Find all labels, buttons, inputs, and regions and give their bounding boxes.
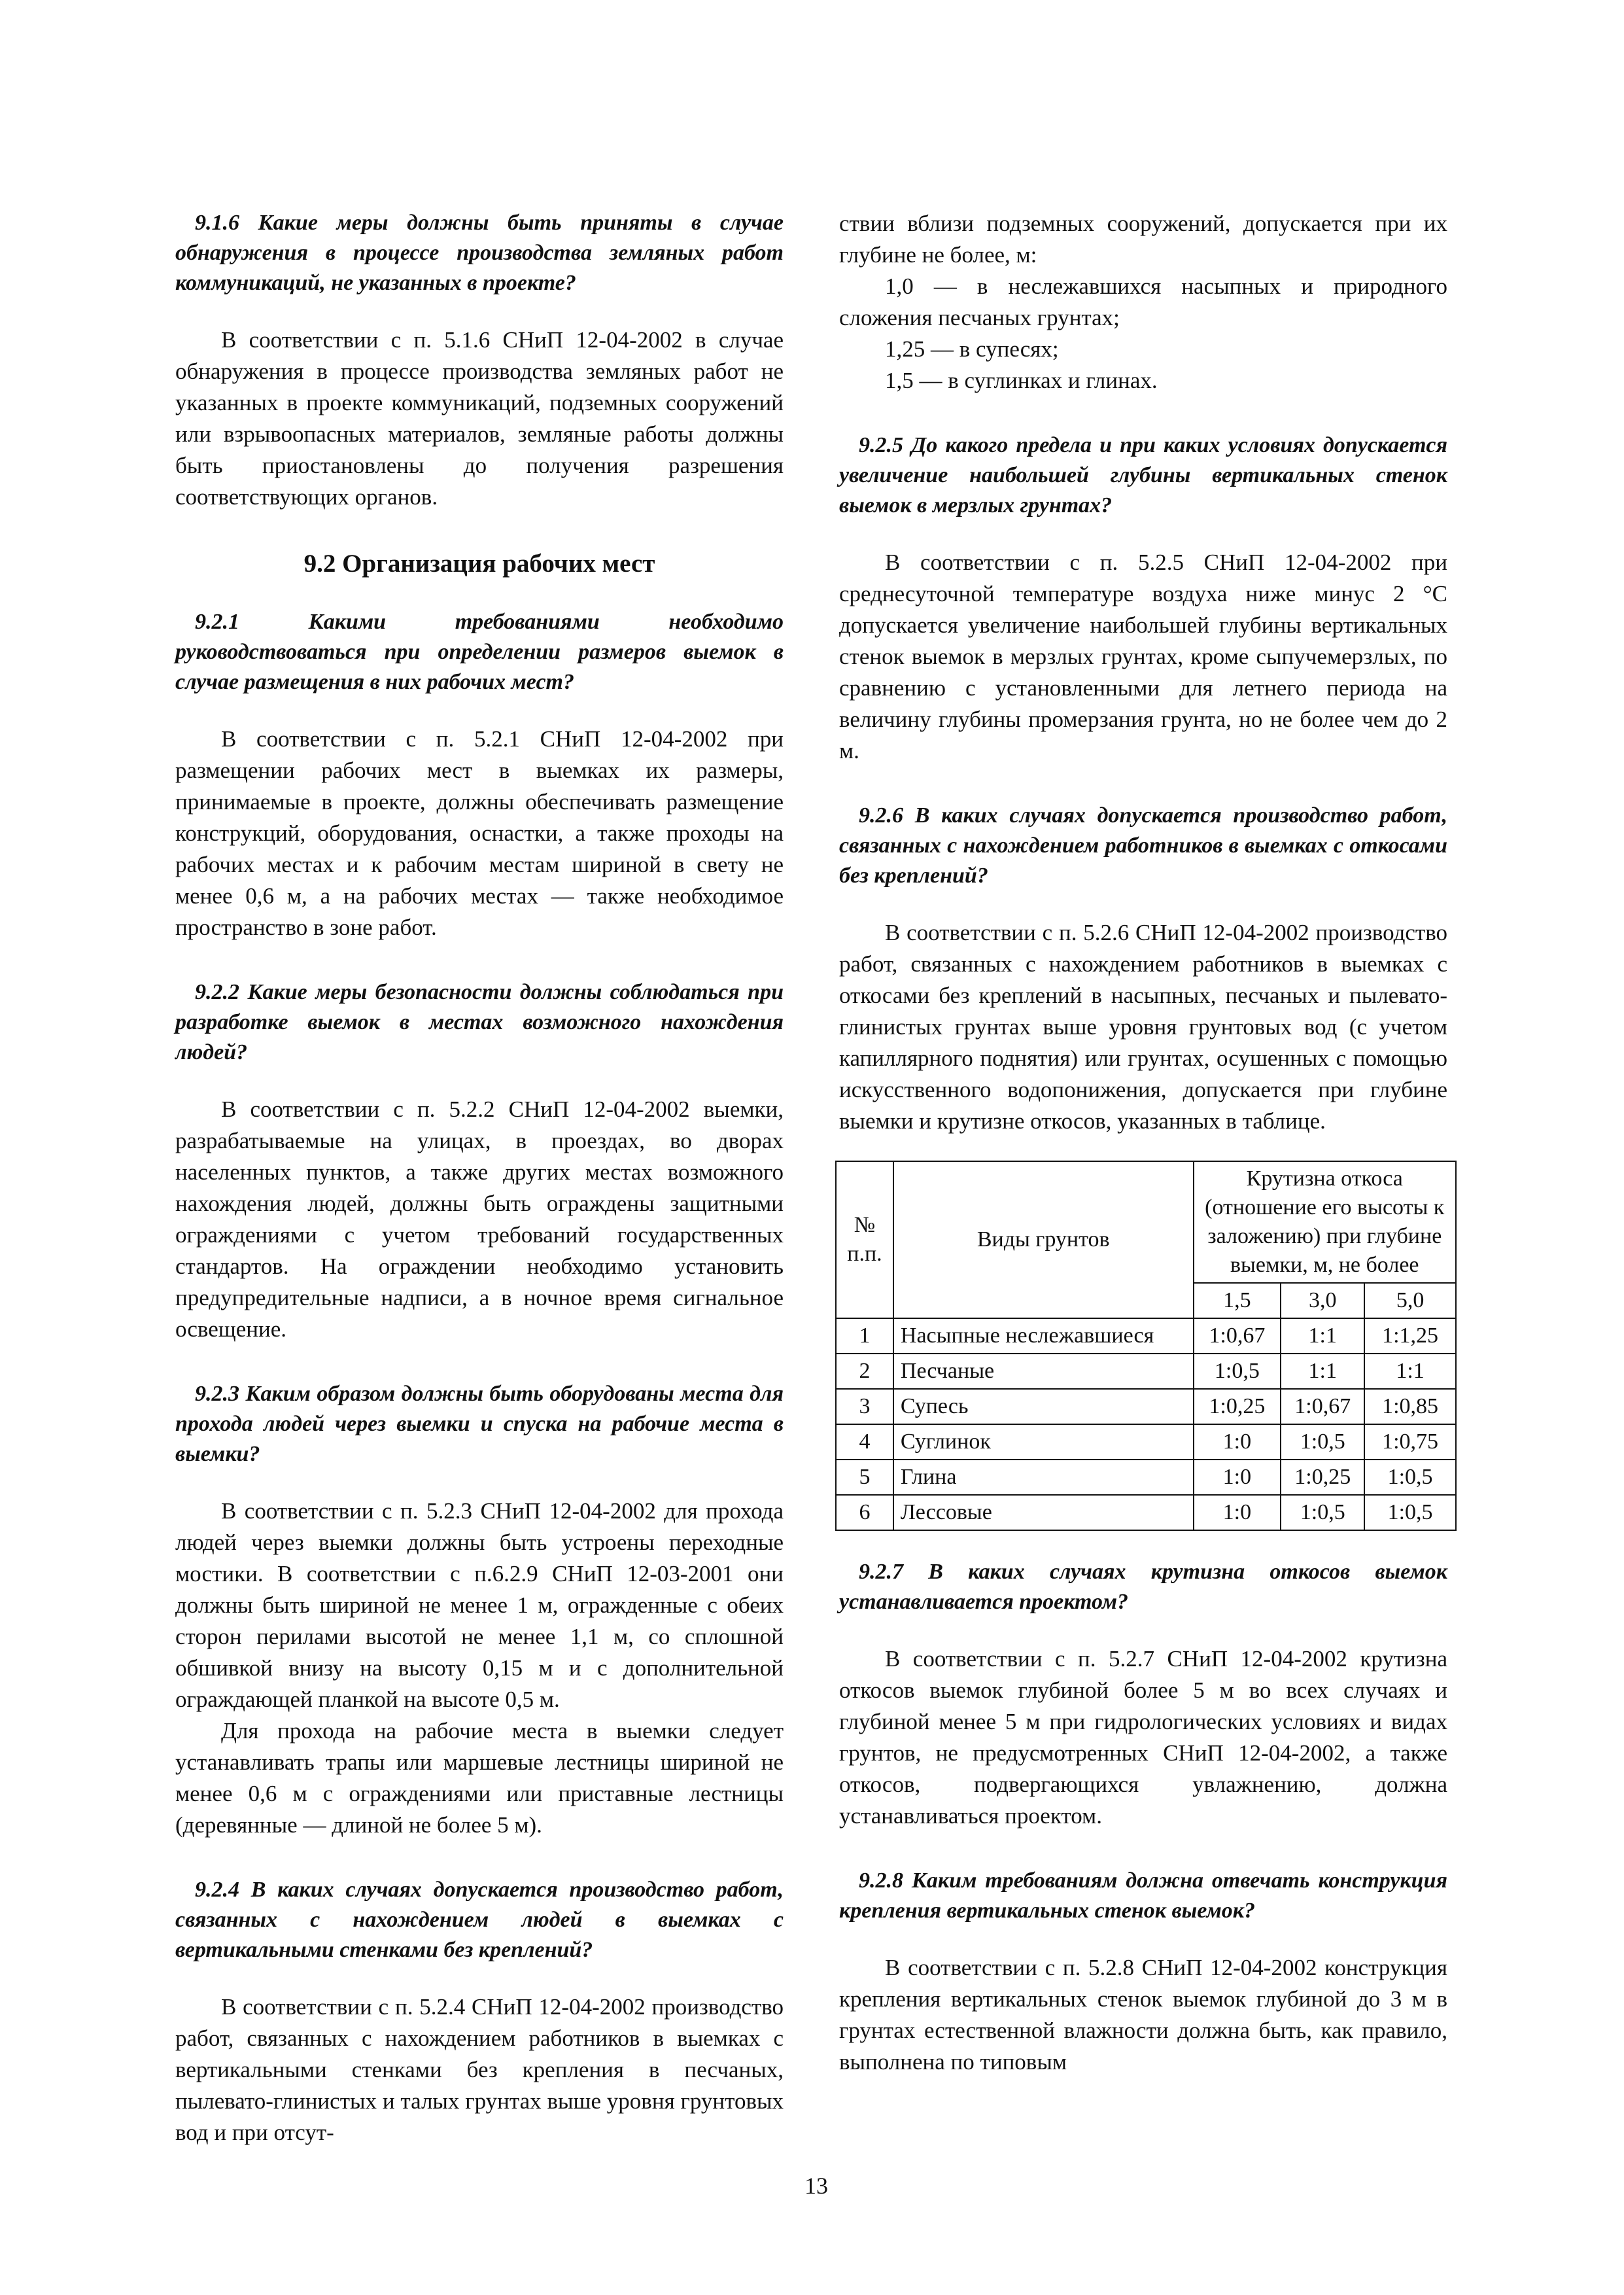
row-number: 3	[836, 1389, 893, 1424]
soil-type: Суглинок	[893, 1424, 1194, 1460]
slope-value: 1:0,25	[1281, 1460, 1364, 1495]
header-depth: 5,0	[1364, 1283, 1456, 1318]
slope-value: 1:1	[1281, 1354, 1364, 1389]
row-number: 2	[836, 1354, 893, 1389]
slope-value: 1:0,5	[1281, 1424, 1364, 1460]
slope-value: 1:1	[1364, 1354, 1456, 1389]
slope-value: 1:0,5	[1364, 1495, 1456, 1530]
section-title: 9.2 Организация рабочих мест	[303, 550, 655, 578]
slope-value: 1:0,85	[1364, 1389, 1456, 1424]
soil-type: Глина	[893, 1460, 1194, 1495]
row-number: 1	[836, 1318, 893, 1354]
answer-9-2-4-continued: ствии вблизи подземных сооружений, допускается при их глубине не более, м:	[839, 211, 1447, 268]
left-column	[175, 208, 784, 2148]
question-9-2-2: 9.2.2 Какие меры безопасности должны соблюдаться при разработке выемок в местах возможного нахождения людей?	[175, 980, 784, 1064]
header-slope: Крутизна откоса (отношение его высоты к заложению) при глубине выемки, м, не более	[1194, 1161, 1457, 1283]
header-depth: 3,0	[1281, 1283, 1364, 1318]
answer-9-1-6: В соответствии с п. 5.1.6 СНиП 12-04-2002 в случае обнаружения в процессе производства земляных работ не указанных в проекте коммуникаций, подземных сооружений или взрывоопасных материалов, земляные работы должны быть приостановлены до получения разрешения соответствующих органов.	[175, 327, 784, 510]
answer-9-2-5: В соответствии с п. 5.2.5 СНиП 12-04-2002 при среднесуточной температуре воздуха ниже минус 2 °С допускается увеличение наибольшей глубины вертикальных стенок выемок в мерзлых грунтах, кроме сыпучемерзлых, по сравнению с установленными для летнего периода на величину глубины промерзания грунта, но не более чем до 2 м.	[839, 550, 1447, 763]
depth-list-item-2: 1,25 — в супесях;	[885, 336, 1059, 362]
slope-value: 1:1,25	[1364, 1318, 1456, 1354]
right-column	[839, 208, 1447, 2078]
header-depth: 1,5	[1194, 1283, 1281, 1318]
table-header-row	[836, 1161, 1456, 1283]
soil-type: Лессовые	[893, 1495, 1194, 1530]
question-9-2-7: 9.2.7 В каких случаях крутизна откосов выемок устанавливается проектом?	[839, 1560, 1447, 1614]
question-9-1-6: 9.1.6 Какие меры должны быть приняты в случае обнаружения в процессе производства земляных работ коммуникаций, не указанных в проекте?	[175, 211, 784, 295]
slope-value: 1:0,5	[1194, 1354, 1281, 1389]
soil-type: Супесь	[893, 1389, 1194, 1424]
row-number: 5	[836, 1460, 893, 1495]
slope-value: 1:0,75	[1364, 1424, 1456, 1460]
table-row	[836, 1495, 1456, 1530]
question-9-2-3: 9.2.3 Каким образом должны быть оборудованы места для прохода людей через выемки и спуска на рабочие места в выемки?	[175, 1382, 784, 1466]
question-9-2-5: 9.2.5 До какого предела и при каких условиях допускается увеличение наибольшей глубины вертикальных стенок выемок в мерзлых грунтах?	[839, 433, 1447, 517]
question-9-2-1: 9.2.1 Какими требованиями необходимо руководствоваться при определении размеров выемок в случае размещения в них рабочих мест?	[175, 610, 784, 694]
soil-type: Насыпные неслежавшиеся	[893, 1318, 1194, 1354]
slope-value: 1:1	[1281, 1318, 1364, 1354]
answer-9-2-8: В соответствии с п. 5.2.8 СНиП 12-04-2002 конструкция крепления вертикальных стенок выемок глубиной до 3 м в грунтах естественной влажности должна быть, как правило, выполнена по типовым	[839, 1955, 1447, 2075]
answer-9-2-6: В соответствии с п. 5.2.6 СНиП 12-04-2002 производство работ, связанных с нахождением работников в выемках с откосами без креплений в насыпных, песчаных и пылевато-глинистых грунтах выше уровня грунтовых вод (с учетом капиллярного поднятия) или грунтах, осушенных с помощью искусственного водопонижения, допускается при глубине выемки и крутизне откосов, указанных в таблице.	[839, 920, 1447, 1134]
answer-9-2-3-part2: Для прохода на рабочие места в выемки следует устанавливать трапы или маршевые лестницы шириной не менее 0,6 м с ограждениями или приставные лестницы (деревянные — длиной не более 5 м).	[175, 1718, 784, 1838]
slope-table	[835, 1161, 1457, 1531]
question-9-2-8: 9.2.8 Каким требованиям должна отвечать конструкция крепления вертикальных стенок выемок?	[839, 1868, 1447, 1923]
answer-9-2-7: В соответствии с п. 5.2.7 СНиП 12-04-2002 крутизна откосов выемок глубиной более 5 м во всех случаях и глубиной менее 5 м при гидрологических условиях и видах грунтов, не предусмотренных СНиП 12-04-2002, а также откосов, подвергающихся увлажнению, должна устанавливаться проектом.	[839, 1646, 1447, 1829]
table-row	[836, 1424, 1456, 1460]
question-9-2-6: 9.2.6 В каких случаях допускается производство работ, связанных с нахождением работников в выемках с откосами без креплений?	[839, 803, 1447, 888]
slope-value: 1:0,5	[1281, 1495, 1364, 1530]
row-number: 6	[836, 1495, 893, 1530]
table-row	[836, 1354, 1456, 1389]
soil-type: Песчаные	[893, 1354, 1194, 1389]
question-9-2-4: 9.2.4 В каких случаях допускается производство работ, связанных с нахождением людей в выемках с вертикальными стенками без креплений?	[175, 1878, 784, 1962]
header-number: № п.п.	[836, 1161, 893, 1318]
depth-list-item-3: 1,5 — в суглинках и глинах.	[885, 368, 1158, 393]
table-row	[836, 1460, 1456, 1495]
header-soil-type: Виды грунтов	[893, 1161, 1194, 1318]
table-row	[836, 1318, 1456, 1354]
slope-value: 1:0,25	[1194, 1389, 1281, 1424]
slope-value: 1:0	[1194, 1424, 1281, 1460]
slope-value: 1:0,5	[1364, 1460, 1456, 1495]
slope-value: 1:0,67	[1281, 1389, 1364, 1424]
page-number: 13	[804, 2173, 828, 2199]
answer-9-2-3-part1: В соответствии с п. 5.2.3 СНиП 12-04-2002 для прохода людей через выемки должны быть устроены переходные мостики. В соответствии с п.6.2.9 СНиП 12-03-2001 они должны быть шириной не менее 1 м, огражденные с обеих сторон перилами высотой не менее 1,1 м, со сплошной обшивкой внизу на высоту 0,15 м и с дополнительной ограждающей планкой на высоте 0,5 м.	[175, 1498, 784, 1712]
answer-9-2-2: В соответствии с п. 5.2.2 СНиП 12-04-2002 выемки, разрабатываемые на улицах, в проездах, во дворах населенных пунктов, а также других местах возможного нахождения людей, должны быть ограждены защитными ограждениями с учетом требований государственных стандартов. На ограждении необходимо установить предупредительные надписи, а в ночное время сигнальное освещение.	[175, 1096, 784, 1342]
slope-value: 1:0	[1194, 1460, 1281, 1495]
answer-9-2-1: В соответствии с п. 5.2.1 СНиП 12-04-2002 при размещении рабочих мест в выемках их размеры, принимаемые в проекте, должны обеспечивать размещение конструкций, оборудования, оснастки, а также проходы на рабочих местах и к рабочим местам шириной в свету не менее 0,6 м, а на рабочих местах — также необходимое пространство в зоне работ.	[175, 726, 784, 940]
answer-9-2-4: В соответствии с п. 5.2.4 СНиП 12-04-2002 производство работ, связанных с нахождением работников в выемках с вертикальными стенками без крепления в песчаных, пылевато-глинистых и талых грунтах выше уровня грунтовых вод и при отсут-	[175, 1994, 784, 2145]
slope-value: 1:0	[1194, 1495, 1281, 1530]
slope-value: 1:0,67	[1194, 1318, 1281, 1354]
row-number: 4	[836, 1424, 893, 1460]
table-row	[836, 1389, 1456, 1424]
depth-list-item-1: 1,0 — в неслежавшихся насыпных и природного сложения песчаных грунтах;	[839, 273, 1447, 330]
